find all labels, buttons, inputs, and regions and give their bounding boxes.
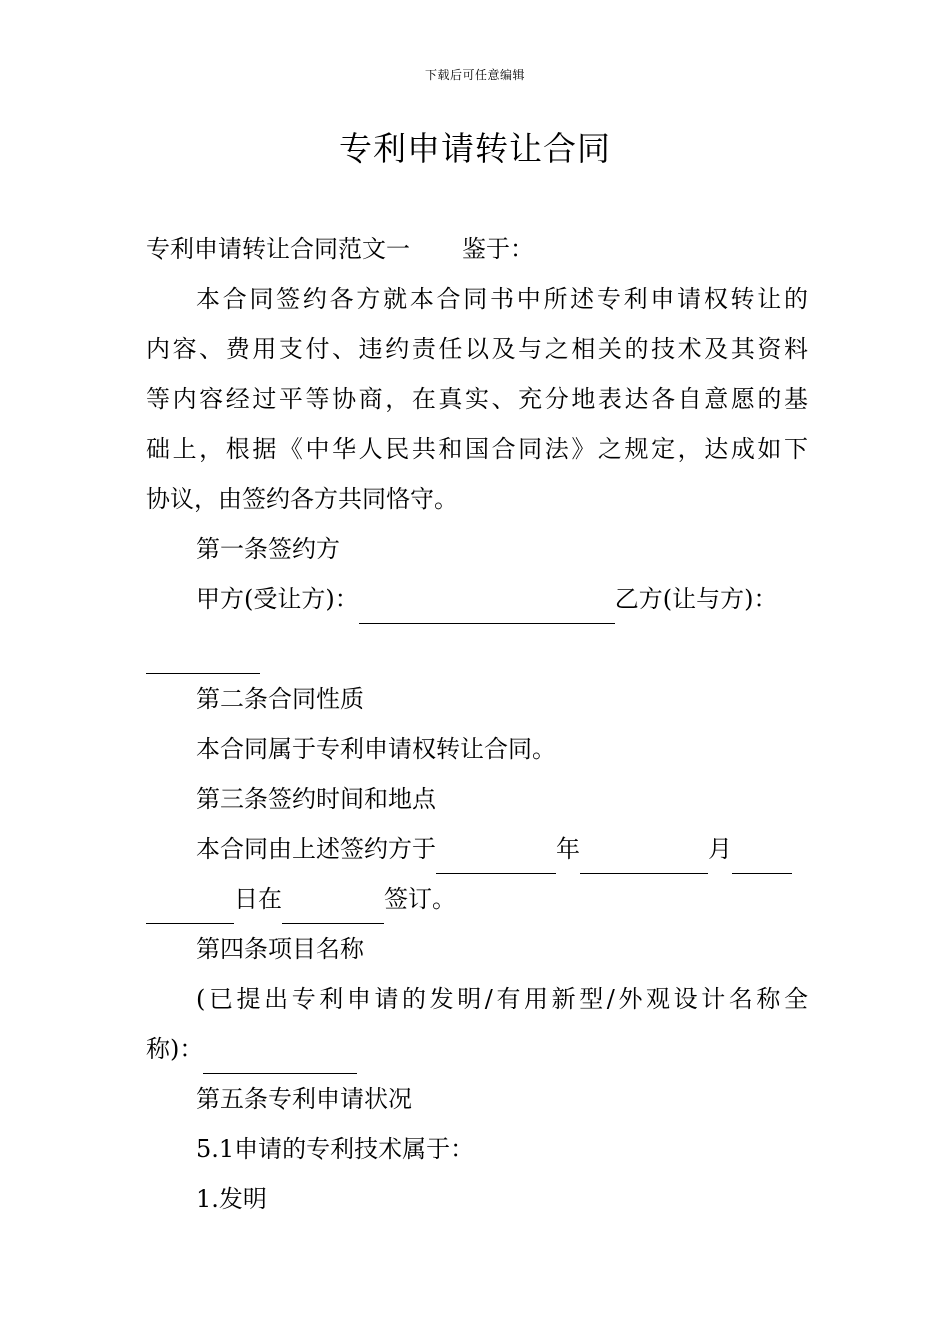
preamble-line-2: 内容、费用支付、违约责任以及与之相关的技术及其资料 (146, 335, 808, 363)
signing-date-line (146, 824, 808, 874)
party-a-label: 甲方(受让方)： (196, 585, 359, 613)
article-1-heading: 第一条签约方 (196, 535, 340, 563)
intro-label: 专利申请转让合同范文一 (146, 235, 410, 263)
year-blank (436, 843, 556, 874)
year-label: 年 (556, 835, 580, 863)
signing-place-line (146, 874, 808, 924)
article-2-heading: 第二条合同性质 (196, 685, 364, 713)
article-2-text: 本合同属于专利申请权转让合同。 (196, 735, 556, 763)
document-title: 专利申请转让合同 (339, 129, 611, 168)
month-blank (580, 843, 708, 874)
article-4-heading: 第四条项目名称 (196, 935, 364, 963)
party-b-blank (146, 643, 260, 674)
month-label: 月 (708, 835, 732, 863)
place-blank (282, 893, 384, 924)
day-blank-start (732, 843, 792, 874)
preamble-line-5: 协议，由签约各方共同恪守。 (146, 485, 458, 513)
parties-line (146, 574, 808, 624)
project-name-line-2 (146, 1024, 808, 1074)
project-name-label: 称)： (146, 1035, 204, 1063)
parties-line-continued (146, 624, 808, 674)
project-name-line-1: (已提出专利申请的发明/有用新型/外观设计名称全 (196, 985, 808, 1013)
signing-prefix: 本合同由上述签约方于 (196, 835, 436, 863)
header-note: 下载后可任意编辑 (424, 68, 525, 82)
day-blank (146, 893, 234, 924)
document-body (146, 224, 808, 1224)
whereas-label: 鉴于： (462, 235, 534, 263)
preamble-line-3: 等内容经过平等协商，在真实、充分地表达各自意愿的基 (146, 385, 808, 413)
preamble-line-1: 本合同签约各方就本合同书中所述专利申请权转让的 (196, 285, 808, 313)
item-5-1: 5.1申请的专利技术属于： (196, 1135, 475, 1163)
party-a-blank (359, 593, 615, 624)
option-invention: 1.发明 (196, 1185, 267, 1213)
preamble-line-4: 础上，根据《中华人民共和国合同法》之规定，达成如下 (146, 435, 808, 463)
project-name-blank (203, 1043, 357, 1074)
signed-label: 签订。 (384, 885, 456, 913)
party-b-label: 乙方(让与方)： (614, 585, 778, 613)
day-at-label: 日在 (234, 885, 282, 913)
article-5-heading: 第五条专利申请状况 (196, 1085, 412, 1113)
article-3-heading: 第三条签约时间和地点 (196, 785, 436, 813)
intro-line (146, 224, 808, 274)
